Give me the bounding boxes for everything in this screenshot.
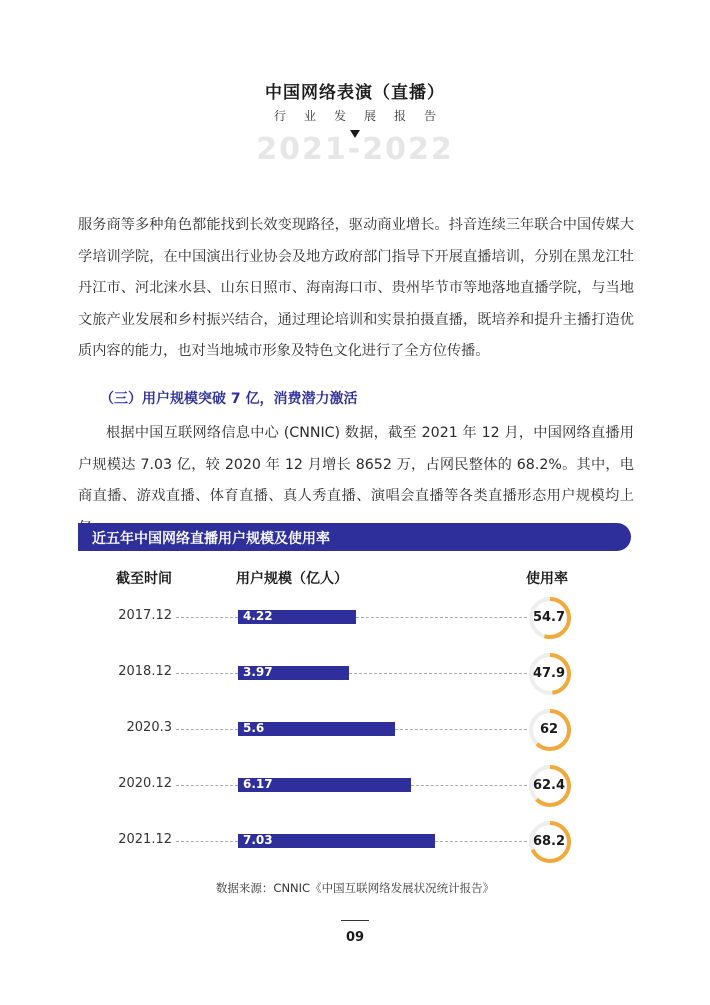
user-bar	[238, 834, 435, 848]
column-header-rate: 使用率	[526, 571, 568, 587]
leader-line	[176, 729, 238, 730]
chart-title-banner	[78, 523, 631, 551]
chart-row	[0, 651, 710, 697]
row-date-label: 2018.12	[118, 664, 172, 679]
page-number: 09	[345, 930, 365, 945]
column-header-users: 用户规模（亿人）	[236, 571, 348, 587]
leader-line	[176, 673, 238, 674]
chart-row	[0, 819, 710, 865]
rate-value: 47.9	[532, 666, 566, 681]
data-source: 数据来源：CNNIC《中国互联网络发展状况统计报告》	[215, 881, 495, 895]
chart-row	[0, 763, 710, 809]
row-date-label: 2020.12	[118, 776, 172, 791]
rate-value: 62.4	[532, 778, 566, 793]
row-date-label: 2017.12	[118, 608, 172, 623]
report-header	[0, 78, 710, 167]
body-paragraph-1: 服务商等多种角色都能找到长效变现路径，驱动商业增长。抖音连续三年联合中国传媒大学培训学院，在中国演出行业协会及地方政府部门指导下开展直播培训，分别在黑龙江牡丹江市、河北涞水县、山东日照市、海南海口市、贵州毕节市等地落地直播学院，与当地文旅产业发展和乡村振兴结合，通过理论培训和实景拍摄直播，既培养和提升主播打造优质内容的能力，也对当地城市形象及特色文化进行了全方位传播。	[78, 217, 634, 359]
chart-title: 近五年中国网络直播用户规模及使用率	[92, 531, 330, 547]
rate-value: 62	[539, 722, 559, 737]
leader-line	[349, 673, 527, 674]
chart-row	[0, 595, 710, 641]
row-date-label: 2020.3	[126, 720, 172, 735]
section-heading: （三）用户规模突破 7 亿，消费潜力激活	[100, 391, 358, 407]
leader-line	[395, 729, 527, 730]
leader-line	[176, 785, 238, 786]
report-year: 2021-2022	[256, 132, 454, 167]
user-bar-value: 6.17	[243, 777, 273, 791]
user-bar-value: 4.22	[243, 609, 273, 623]
row-date-label: 2021.12	[118, 832, 172, 847]
user-bar-value: 7.03	[243, 833, 273, 847]
rate-value: 68.2	[532, 834, 566, 849]
leader-line	[435, 841, 527, 842]
report-title: 中国网络表演（直播）	[265, 83, 445, 103]
rate-value: 54.7	[532, 610, 566, 625]
leader-line	[176, 617, 238, 618]
chart-row	[0, 707, 710, 753]
user-bar-value: 3.97	[243, 665, 273, 679]
user-bar	[238, 610, 356, 624]
report-subtitle: 行业发展报告	[273, 109, 454, 123]
column-header-date: 截至时间	[116, 571, 172, 587]
leader-line	[176, 841, 238, 842]
body-paragraph-2: 根据中国互联网络信息中心 (CNNIC) 数据，截至 2021 年 12 月，中国网络直播用户规模达 7.03 亿，较 2020 年 12 月增长 8652 万，占网民整体的 68.2%。其中，电商直播、游戏直播、体育直播、真人秀直播、演唱会直播等各类直播形态用户规模均上	[78, 425, 634, 504]
user-bar	[238, 778, 411, 792]
leader-line	[356, 617, 527, 618]
user-bar	[238, 722, 395, 736]
user-bar	[238, 666, 349, 680]
user-bar-value: 5.6	[243, 721, 265, 735]
page-number-rule	[341, 920, 369, 921]
leader-line	[411, 785, 527, 786]
